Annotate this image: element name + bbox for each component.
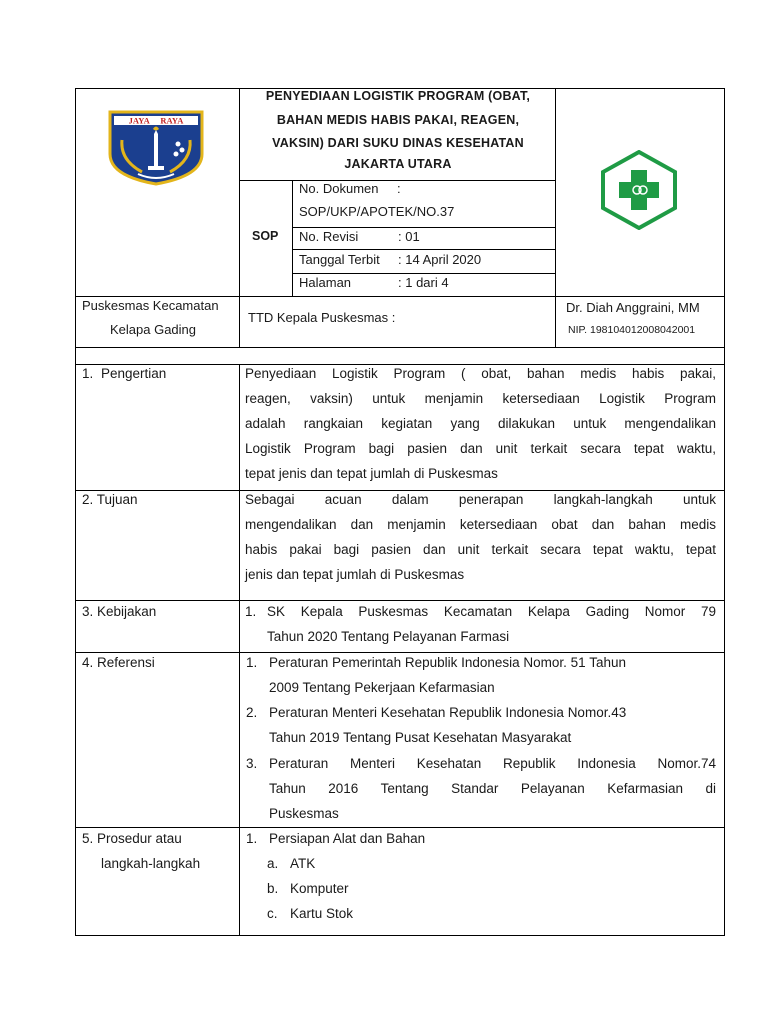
revisi-value: : 01 <box>398 229 420 244</box>
referensi-1-num: 1. <box>246 655 258 670</box>
puskesmas-name-line-2: Kelapa Gading <box>110 322 197 337</box>
puskesmas-name-line-1: Puskesmas Kecamatan <box>82 298 219 313</box>
doc-no-colon: : <box>397 181 401 196</box>
kebijakan-line-1: SK Kepala Puskesmas Kecamatan Kelapa Gading Nomor 79 <box>267 604 716 619</box>
ttd-label: TTD Kepala Puskesmas : <box>248 310 396 325</box>
meta-line-2 <box>292 249 555 250</box>
sop-label: SOP <box>252 229 279 243</box>
prosedur-heading: Persiapan Alat dan Bahan <box>269 831 426 846</box>
head-nip: NIP. 198104012008042001 <box>568 324 696 336</box>
tujuan-line-2: mengendalikan dan menjamin ketersediaan obat dan bahan medis <box>245 517 716 532</box>
doc-title-line-2: BAHAN MEDIS HABIS PAKAI, REAGEN, <box>276 113 520 127</box>
prosedur-item-a-letter: a. <box>267 856 279 871</box>
sop-col-line <box>292 180 293 296</box>
referensi-label: 4. Referensi <box>82 655 155 670</box>
tujuan-line-1: Sebagai acuan dalam penerapan langkah-langkah untuk <box>245 492 716 507</box>
kebijakan-num: 1. <box>245 604 257 619</box>
referensi-3-line-2: Tahun 2016 Tentang Standar Pelayanan Kefarmasian di <box>269 781 716 796</box>
pengertian-line-4: Logistik Program bagi pasien dan unit terkait secara tepat waktu, <box>245 441 716 456</box>
referensi-3-num: 3. <box>246 756 258 771</box>
prosedur-item-c-text: Kartu Stok <box>290 906 354 921</box>
tujuan-label: 2. Tujuan <box>82 492 138 507</box>
referensi-1-line-2: 2009 Tentang Pekerjaan Kefarmasian <box>269 680 495 695</box>
jaya-raya-logo <box>108 110 204 186</box>
header-col-line-2 <box>555 88 556 348</box>
pengertian-line-2: reagen, vaksin) untuk menjamin ketersediaan Logistik Program <box>245 391 716 406</box>
logo-motto: JAYA RAYA <box>128 115 184 126</box>
prosedur-label-line-2: langkah-langkah <box>101 856 201 871</box>
referensi-2-line-1: Peraturan Menteri Kesehatan Republik Indonesia Nomor.43 <box>269 705 627 720</box>
header-bottom-line <box>75 296 725 297</box>
pengertian-line-1: Penyediaan Logistik Program ( obat, bahan medis habis pakai, <box>245 366 716 381</box>
tujuan-line-3: habis pakai bagi pasien dan unit terkait secara tepat waktu, tepat <box>245 542 716 557</box>
meta-line-1 <box>292 227 555 228</box>
prosedur-item-b-text: Komputer <box>290 881 349 896</box>
pengertian-num: 1. <box>82 366 94 381</box>
referensi-1-line-1: Peraturan Pemerintah Republik Indonesia Nomor. 51 Tahun <box>269 655 626 670</box>
tanggal-label: Tanggal Terbit <box>299 252 380 267</box>
halaman-label: Halaman <box>299 275 352 290</box>
prosedur-item-a-text: ATK <box>290 856 316 871</box>
prosedur-item-b-letter: b. <box>267 881 279 896</box>
pengertian-label: Pengertian <box>101 366 167 381</box>
revisi-label: No. Revisi <box>299 229 359 244</box>
spacer-bottom-line <box>75 364 725 365</box>
tanggal-value: : 14 April 2020 <box>398 252 482 267</box>
doc-title-line-3: VAKSIN) DARI SUKU DINAS KESEHATAN <box>272 136 524 150</box>
table-border-bottom <box>75 935 725 936</box>
halaman-value: : 1 dari 4 <box>398 275 449 290</box>
prosedur-item-c-letter: c. <box>267 906 278 921</box>
prosedur-num: 1. <box>246 831 258 846</box>
row-line-3 <box>75 652 725 653</box>
doc-no-label: No. Dokumen <box>299 181 379 196</box>
row-line-1 <box>75 490 725 491</box>
doc-title-line-1: PENYEDIAAN LOGISTIK PROGRAM (OBAT, <box>265 89 531 103</box>
doc-no-value: SOP/UKP/APOTEK/NO.37 <box>299 204 455 219</box>
referensi-3-line-1: Peraturan Menteri Kesehatan Republik Indonesia Nomor.74 <box>269 756 716 771</box>
sign-bottom-line <box>75 347 725 348</box>
tujuan-line-4: jenis dan tepat jumlah di Puskesmas <box>245 567 465 582</box>
meta-line-3 <box>292 273 555 274</box>
referensi-2-num: 2. <box>246 705 258 720</box>
kebijakan-label: 3. Kebijakan <box>82 604 157 619</box>
doc-title-line-4: JAKARTA UTARA <box>344 157 452 171</box>
body-col-line <box>239 364 240 936</box>
pengertian-line-5: tepat jenis dan tepat jumlah di Puskesmas <box>245 466 498 481</box>
table-border-left <box>75 88 76 936</box>
puskesmas-logo <box>599 150 679 230</box>
head-name: Dr. Diah Anggraini, MM <box>566 300 700 315</box>
referensi-3-line-3: Puskesmas <box>269 806 339 821</box>
header-col-line-1 <box>239 88 240 348</box>
row-line-2 <box>75 600 725 601</box>
table-border-right <box>724 88 725 936</box>
prosedur-label-line-1: 5. Prosedur atau <box>82 831 182 846</box>
row-line-4 <box>75 827 725 828</box>
referensi-2-line-2: Tahun 2019 Tentang Pusat Kesehatan Masyarakat <box>269 730 572 745</box>
pengertian-line-3: adalah rangkaian kegiatan yang dilakukan untuk mengendalikan <box>245 416 716 431</box>
kebijakan-line-2: Tahun 2020 Tentang Pelayanan Farmasi <box>267 629 510 644</box>
